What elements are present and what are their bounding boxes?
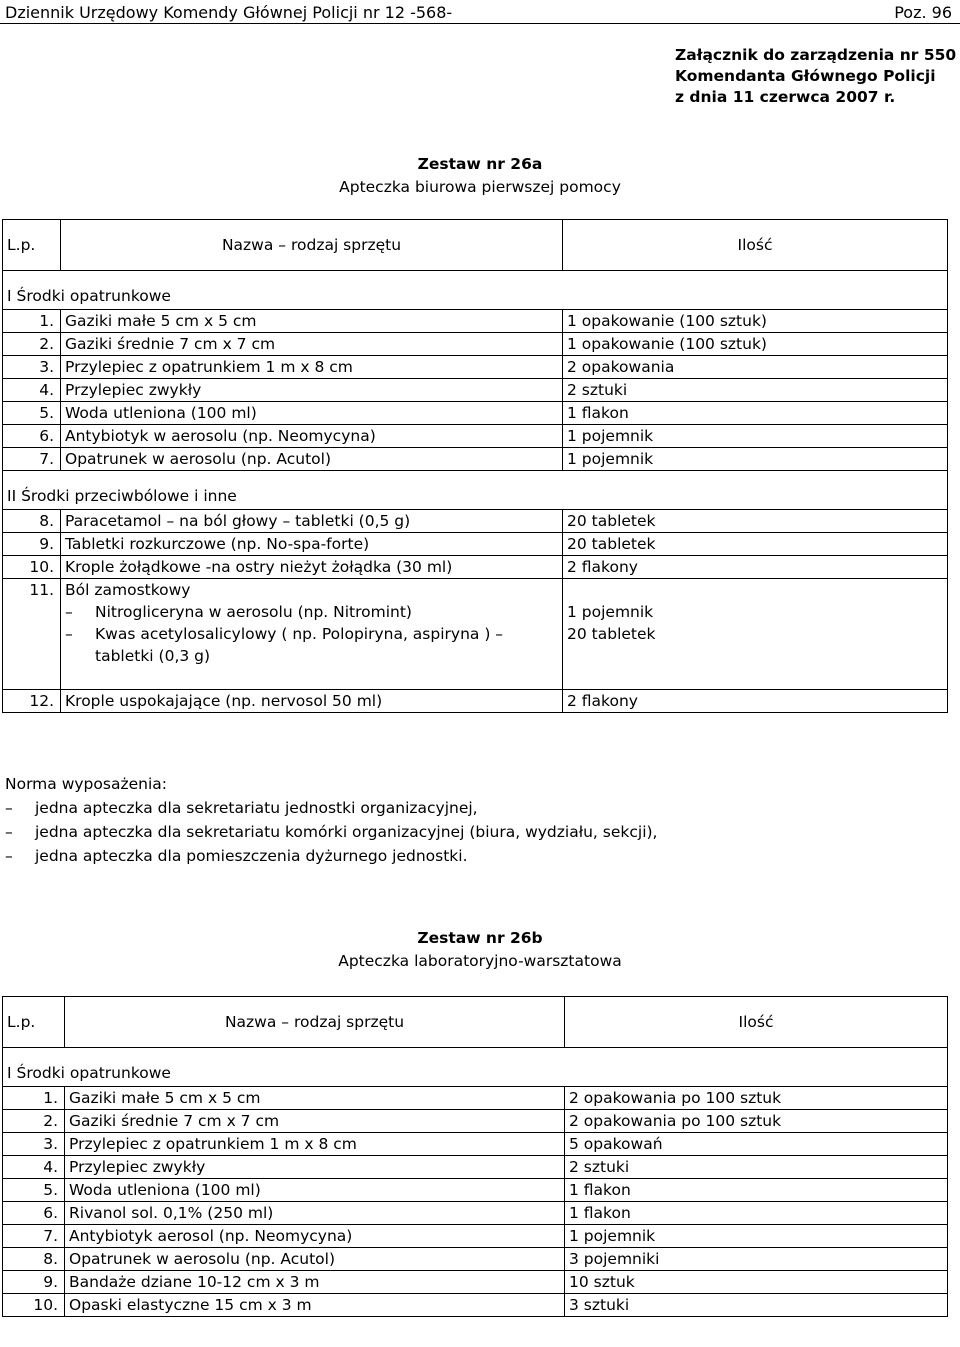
row11-qty2: 20 tabletek [567, 625, 656, 643]
row-lp: 5. [3, 402, 61, 425]
col-name: Nazwa – rodzaj sprzętu [65, 997, 565, 1048]
row-qty: 2 opakowania po 100 sztuk [565, 1110, 948, 1133]
row-name: Woda utleniona (100 ml) [65, 1179, 565, 1202]
equipment-norm [5, 772, 657, 868]
table-header-row [3, 220, 948, 271]
row11-sub2 [65, 623, 558, 645]
row-qty: 1 flakon [563, 402, 948, 425]
row-qty: 1 opakowanie (100 sztuk) [563, 333, 948, 356]
row-qty: 20 tabletek [563, 533, 948, 556]
row-name: Opatrunek w aerosolu (np. Acutol) [61, 448, 563, 471]
row-name: Antybiotyk aerosol (np. Neomycyna) [65, 1225, 565, 1248]
header-divider [0, 23, 960, 24]
table-row [3, 425, 948, 448]
col-lp: L.p. [3, 220, 61, 271]
journal-title: Dziennik Urzędowy Komendy Głównej Policji nr 12 -568- [5, 3, 453, 22]
row-qty: 2 sztuki [565, 1156, 948, 1179]
table-row [3, 1248, 948, 1271]
norm-item [5, 844, 657, 868]
dash-bullet: – [5, 823, 13, 841]
row-qty: 1 opakowanie (100 sztuk) [563, 310, 948, 333]
row-qty: 3 pojemniki [565, 1248, 948, 1271]
dash-bullet: – [65, 603, 73, 621]
kit-b-subtitle: Apteczka laboratoryjno-warsztatowa [338, 952, 622, 970]
row-lp: 3. [3, 356, 61, 379]
row-qty: 1 pojemnik [565, 1225, 948, 1248]
row-name: Gaziki średnie 7 cm x 7 cm [65, 1110, 565, 1133]
row-name: Bandaże dziane 10-12 cm x 3 m [65, 1271, 565, 1294]
kit-b-table [2, 996, 948, 1317]
row-name: Opatrunek w aerosolu (np. Acutol) [65, 1248, 565, 1271]
norm-title: Norma wyposażenia: [5, 775, 167, 793]
dash-bullet: – [5, 847, 13, 865]
row-name: Paracetamol – na ból głowy – tabletki (0,5 g) [61, 510, 563, 533]
section-row [3, 471, 948, 510]
table-row [3, 1156, 948, 1179]
row-name: Przylepiec zwykły [61, 379, 563, 402]
row-lp: 1. [3, 1087, 65, 1110]
table-row [3, 333, 948, 356]
row-qty: 2 flakony [563, 556, 948, 579]
row-lp: 10. [3, 1294, 65, 1317]
table-header-row [3, 997, 948, 1048]
table-row [3, 1225, 948, 1248]
row-name: Krople uspokajające (np. nervosol 50 ml) [61, 690, 563, 713]
row-qty [563, 579, 948, 690]
row-name: Przylepiec z opatrunkiem 1 m x 8 cm [61, 356, 563, 379]
row-name: Przylepiec z opatrunkiem 1 m x 8 cm [65, 1133, 565, 1156]
row-name: Tabletki rozkurczowe (np. No-spa-forte) [61, 533, 563, 556]
section-row [3, 1048, 948, 1087]
table-row [3, 310, 948, 333]
row-qty: 1 flakon [565, 1179, 948, 1202]
row-lp: 6. [3, 1202, 65, 1225]
row-name: Gaziki małe 5 cm x 5 cm [61, 310, 563, 333]
norm-item [5, 796, 657, 820]
table-row [3, 556, 948, 579]
table-row [3, 1087, 948, 1110]
row-qty: 5 opakowań [565, 1133, 948, 1156]
row-name: Rivanol sol. 0,1% (250 ml) [65, 1202, 565, 1225]
table-row [3, 690, 948, 713]
row-lp: 2. [3, 1110, 65, 1133]
col-name: Nazwa – rodzaj sprzętu [61, 220, 563, 271]
row-qty: 3 sztuki [565, 1294, 948, 1317]
col-qty: Ilość [563, 220, 948, 271]
row11-sub2b: tabletki (0,3 g) [95, 647, 211, 665]
table-row [3, 1271, 948, 1294]
table-row [3, 1202, 948, 1225]
row-name: Opaski elastyczne 15 cm x 3 m [65, 1294, 565, 1317]
kit-b-title: Zestaw nr 26b [417, 929, 543, 947]
row-lp: 6. [3, 425, 61, 448]
row-name: Krople żołądkowe -na ostry nieżyt żołądka (30 ml) [61, 556, 563, 579]
row-lp: 11. [3, 579, 61, 690]
kit-a-table [2, 219, 948, 713]
row-name [61, 579, 563, 690]
table-row [3, 379, 948, 402]
col-qty: Ilość [565, 997, 948, 1048]
annex-line-1: Załącznik do zarządzenia nr 550 [675, 46, 957, 64]
table-row [3, 448, 948, 471]
norm-item-text: jedna apteczka dla sekretariatu jednostki organizacyjnej, [35, 799, 478, 817]
row-lp: 7. [3, 1225, 65, 1248]
table-row [3, 402, 948, 425]
annex-line-2: Komendanta Głównego Policji [675, 67, 936, 85]
row-lp: 4. [3, 1156, 65, 1179]
kit-a-title: Zestaw nr 26a [417, 155, 543, 173]
row-lp: 4. [3, 379, 61, 402]
norm-item-text: jedna apteczka dla pomieszczenia dyżurnego jednostki. [35, 847, 468, 865]
row-name: Woda utleniona (100 ml) [61, 402, 563, 425]
table-row [3, 579, 948, 690]
col-lp: L.p. [3, 997, 65, 1048]
table-row [3, 1110, 948, 1133]
row-lp: 5. [3, 1179, 65, 1202]
table-row [3, 356, 948, 379]
row-lp: 12. [3, 690, 61, 713]
row11-title: Ból zamostkowy [65, 581, 191, 599]
row-name: Gaziki małe 5 cm x 5 cm [65, 1087, 565, 1110]
row-name: Przylepiec zwykły [65, 1156, 565, 1179]
row-lp: 3. [3, 1133, 65, 1156]
row-qty: 2 opakowania [563, 356, 948, 379]
row-qty: 2 flakony [563, 690, 948, 713]
table-row [3, 533, 948, 556]
row11-sub1-text: Nitrogliceryna w aerosolu (np. Nitromint) [95, 603, 412, 621]
row-lp: 10. [3, 556, 61, 579]
row-qty: 1 pojemnik [563, 448, 948, 471]
position-number: Poz. 96 [894, 3, 952, 22]
row11-qty1: 1 pojemnik [567, 603, 654, 621]
table-row [3, 1133, 948, 1156]
row-lp: 9. [3, 533, 61, 556]
row-name: Antybiotyk w aerosolu (np. Neomycyna) [61, 425, 563, 448]
row11-sub2-text: Kwas acetylosalicylowy ( np. Polopiryna, aspiryna ) – [95, 625, 504, 643]
table-row [3, 510, 948, 533]
dash-bullet: – [65, 625, 73, 643]
annex-block [675, 45, 956, 108]
row-lp: 9. [3, 1271, 65, 1294]
row-lp: 2. [3, 333, 61, 356]
row-lp: 8. [3, 1248, 65, 1271]
row-name: Gaziki średnie 7 cm x 7 cm [61, 333, 563, 356]
row-lp: 7. [3, 448, 61, 471]
row-qty: 10 sztuk [565, 1271, 948, 1294]
row-qty: 1 flakon [565, 1202, 948, 1225]
row-qty: 1 pojemnik [563, 425, 948, 448]
table-row [3, 1294, 948, 1317]
section-title: II Środki przeciwbólowe i inne [3, 471, 948, 510]
dash-bullet: – [5, 799, 13, 817]
section-row [3, 271, 948, 310]
section-title: I Środki opatrunkowe [3, 271, 948, 310]
row-lp: 1. [3, 310, 61, 333]
row-qty: 20 tabletek [563, 510, 948, 533]
norm-item-text: jedna apteczka dla sekretariatu komórki organizacyjnej (biura, wydziału, sekcji), [35, 823, 658, 841]
row11-sub1 [65, 601, 558, 623]
section-title: I Środki opatrunkowe [3, 1048, 948, 1087]
annex-line-3: z dnia 11 czerwca 2007 r. [675, 88, 896, 106]
kit-b-title-block [0, 927, 960, 973]
kit-a-subtitle: Apteczka biurowa pierwszej pomocy [339, 178, 621, 196]
row-qty: 2 sztuki [563, 379, 948, 402]
row-lp: 8. [3, 510, 61, 533]
kit-a-title-block [0, 153, 960, 199]
table-row [3, 1179, 948, 1202]
norm-item [5, 820, 657, 844]
row-qty: 2 opakowania po 100 sztuk [565, 1087, 948, 1110]
